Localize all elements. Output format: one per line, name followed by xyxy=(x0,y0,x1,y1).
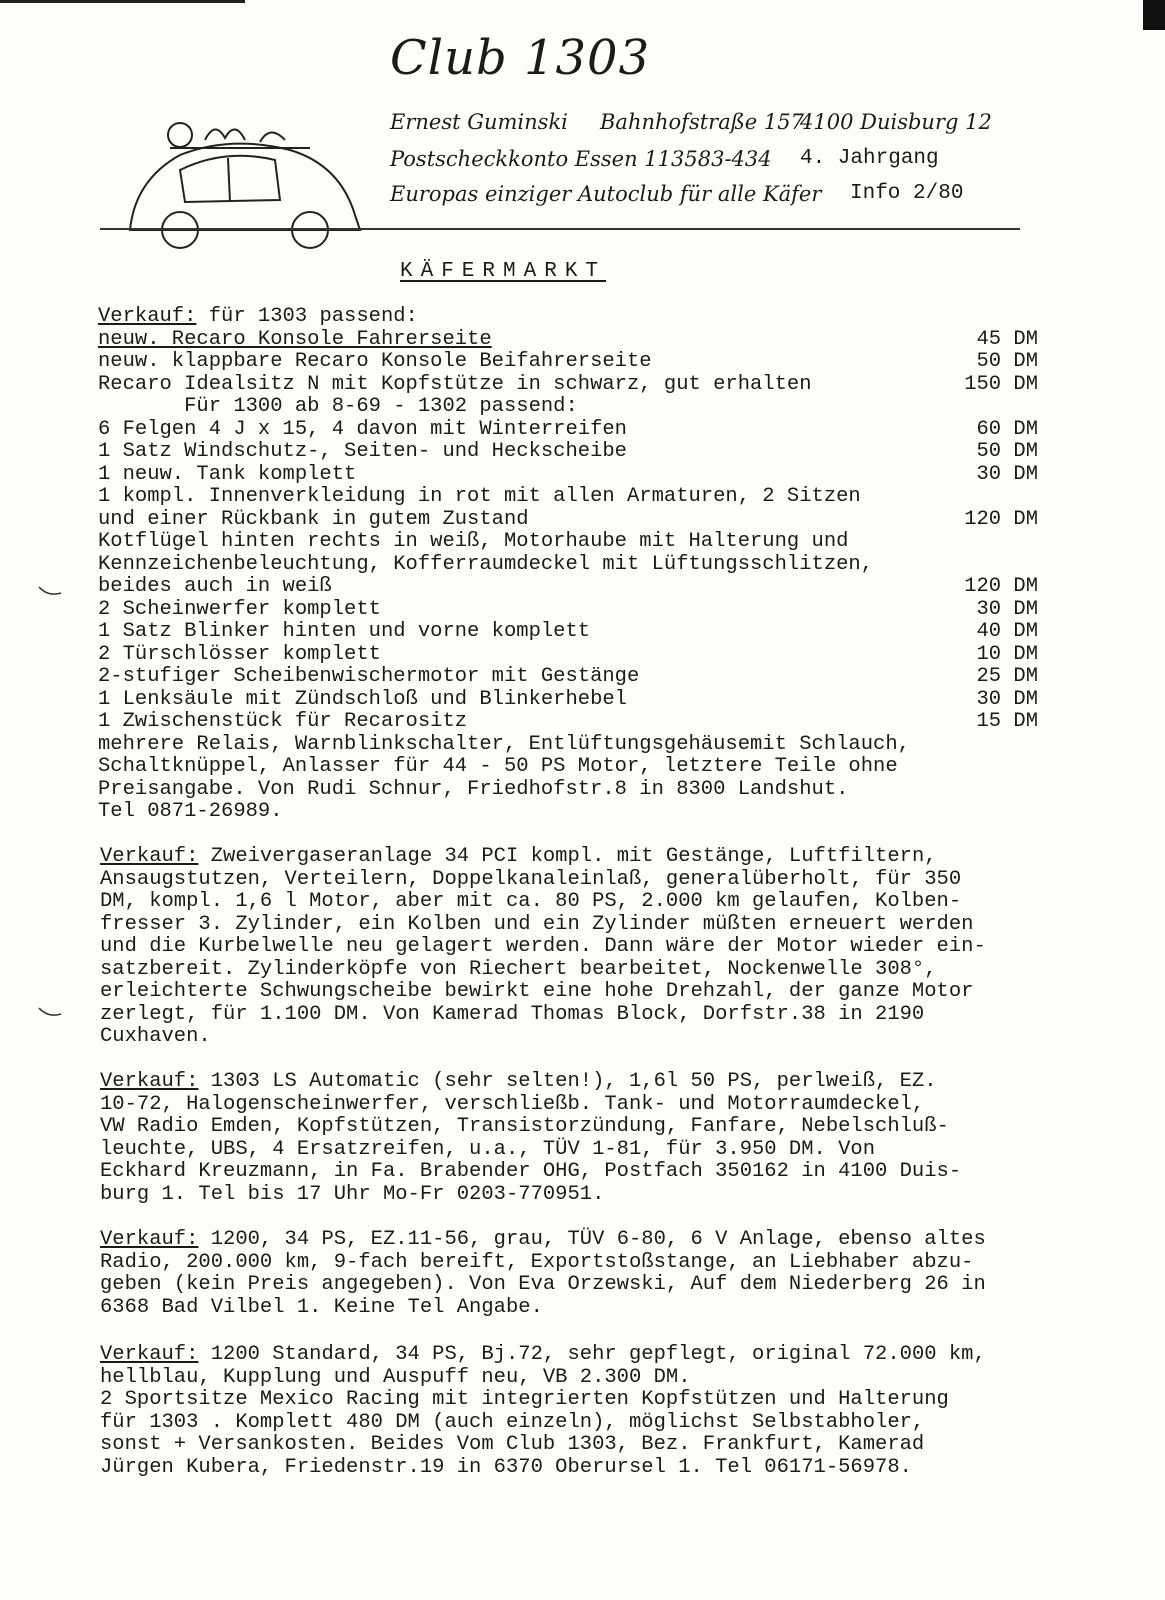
item-price: 25 DM xyxy=(976,665,1038,688)
slogan-line xyxy=(390,182,964,208)
ad-line: Verkauf: Zweivergaseranlage 34 PCI kompl. mit Gestänge, Luftfiltern, xyxy=(100,845,937,868)
list-item xyxy=(98,666,1038,689)
item-text: 6 Felgen 4 J x 15, 4 davon mit Winterreifen xyxy=(98,417,627,441)
item-text: 2 Türschlösser komplett xyxy=(98,642,381,666)
editor-name: Ernest Guminski xyxy=(390,110,568,134)
list-item xyxy=(98,351,1038,374)
item-price: 40 DM xyxy=(976,620,1038,643)
item-text: 1 Satz Blinker hinten und vorne komplett xyxy=(98,620,591,643)
item-text: 1 kompl. Innenverkleidung in rot mit allen Armaturen, 2 Sitzen xyxy=(98,485,861,508)
item-price: 15 DM xyxy=(976,710,1038,733)
list-item xyxy=(98,621,1038,644)
item-text: Schaltknüppel, Anlasser für 44 - 50 PS Motor, letztere Teile ohne xyxy=(98,755,898,778)
list-item xyxy=(98,576,1038,599)
item-text: 2-stufiger Scheibenwischermotor mit Gestänge xyxy=(98,665,640,688)
item-text: und einer Rückbank in gutem Zustand xyxy=(98,507,529,531)
ad-paragraph xyxy=(100,846,1100,1049)
ad-line: für 1303 . Komplett 480 DM (auch einzeln), möglichst Selbstabholer, xyxy=(100,1410,925,1434)
margin-mark xyxy=(38,1005,62,1019)
ad-label: Verkauf: xyxy=(100,1070,199,1093)
item-price: 30 DM xyxy=(976,597,1038,621)
ad-line: VW Radio Emden, Kopfstützen, Transistorzündung, Fanfare, Nebelschluß- xyxy=(100,1115,949,1138)
item-text: 2 Scheinwerfer komplett xyxy=(98,597,381,621)
item-text: Kotflügel hinten rechts in weiß, Motorhaube mit Halterung und xyxy=(98,530,849,553)
ad-paragraph xyxy=(100,1071,1100,1206)
list-item xyxy=(98,756,1038,779)
scan-edge-right xyxy=(1143,0,1165,30)
ad-line: Radio, 200.000 km, 9-fach bereift, Exportstoßstange, an Liebhaber abzu- xyxy=(100,1250,974,1274)
ad-line: sonst + Versankosten. Beides Vom Club 1303, Bez. Frankfurt, Kamerad xyxy=(100,1433,925,1456)
item-price: 10 DM xyxy=(976,642,1038,666)
ad-line: erleichterte Schwungscheibe bewirkt eine hohe Drehzahl, der ganze Motor xyxy=(100,980,974,1003)
ad-line: fresser 3. Zylinder, ein Kolben und ein Zylinder müßten erneuert werden xyxy=(100,912,974,936)
list-item xyxy=(98,711,1038,734)
item-text: 1 neuw. Tank komplett xyxy=(98,462,357,486)
item-text: neuw. Recaro Konsole Fahrerseite xyxy=(98,327,492,351)
scan-edge-top xyxy=(0,0,245,3)
item-text: 1 Lenksäule mit Zündschloß und Blinkerhebel xyxy=(98,687,627,711)
ad-paragraph xyxy=(100,1229,1100,1319)
list-item xyxy=(98,801,1038,824)
list-item xyxy=(98,509,1038,532)
list-item xyxy=(98,464,1038,487)
club-title: Club 1303 xyxy=(390,30,651,86)
list-item xyxy=(98,486,1038,509)
ad-line: burg 1. Tel bis 17 Uhr Mo-Fr 0203-770951. xyxy=(100,1182,605,1206)
list-item xyxy=(98,396,1038,419)
item-text: Für 1300 ab 8-69 - 1302 passend: xyxy=(98,395,578,418)
item-text: Verkauf: für 1303 passend: xyxy=(98,305,418,328)
list-item xyxy=(98,531,1038,554)
list-item xyxy=(98,599,1038,622)
issue-number: Info 2/80 xyxy=(850,182,964,205)
header-rule xyxy=(100,228,1020,230)
item-text: beides auch in weiß xyxy=(98,575,332,598)
item-text: Kennzeichenbeleuchtung, Kofferraumdeckel mit Lüftungsschlitzen, xyxy=(98,552,874,576)
address-line xyxy=(390,110,992,136)
ad-line: DM, kompl. 1,6 l Motor, aber mit ca. 80 PS, 2.000 km gelaufen, Kolben- xyxy=(100,890,962,913)
margin-mark xyxy=(38,584,62,598)
list-item xyxy=(98,306,1038,329)
ad-line: satzbereit. Zylinderköpfe von Riechert bearbeitet, Nockenwelle 308°, xyxy=(100,957,937,981)
account: Postscheckkonto Essen 113583-434 xyxy=(390,147,772,171)
item-text: mehrere Relais, Warnblinkschalter, Entlüftungsgehäusemit Schlauch, xyxy=(98,732,910,756)
list-item xyxy=(98,554,1038,577)
item-price: 50 DM xyxy=(976,350,1038,373)
ad-line: Ansaugstutzen, Verteilern, Doppelkanaleinlaß, generalüberholt, für 350 xyxy=(100,867,962,891)
item-text: Preisangabe. Von Rudi Schnur, Friedhofstr.8 in 8300 Landshut. xyxy=(98,777,849,801)
item-price: 30 DM xyxy=(976,462,1038,486)
item-text: 1 Zwischenstück für Recarositz xyxy=(98,710,468,733)
ad-label: Verkauf: xyxy=(100,845,199,868)
page-heading: KÄFERMARKT xyxy=(400,260,607,283)
list-item xyxy=(98,419,1038,442)
street: Bahnhofstraße 157 xyxy=(600,110,804,134)
item-text: 1 Satz Windschutz-, Seiten- und Heckscheibe xyxy=(98,440,627,463)
item-price: 50 DM xyxy=(976,440,1038,463)
ad-line: Jürgen Kubera, Friedenstr.19 in 6370 Oberursel 1. Tel 06171-56978. xyxy=(100,1455,912,1479)
item-price: 120 DM xyxy=(964,507,1038,531)
list-item xyxy=(98,689,1038,712)
item-price: 60 DM xyxy=(976,417,1038,441)
slogan: Europas einziger Autoclub für alle Käfer xyxy=(390,182,822,206)
list-item xyxy=(98,734,1038,757)
parts-price-list xyxy=(98,306,1038,824)
volume-year: 4. Jahrgang xyxy=(800,147,939,170)
ad-label: Verkauf: xyxy=(100,1343,199,1366)
ad-paragraph xyxy=(100,1344,1100,1479)
item-price: 150 DM xyxy=(964,372,1038,396)
ad-line: und die Kurbelwelle neu gelagert werden. Dann wäre der Motor wieder ein- xyxy=(100,935,986,958)
list-item xyxy=(98,779,1038,802)
city: 4100 Duisburg 12 xyxy=(800,110,992,134)
item-text: Recaro Idealsitz N mit Kopfstütze in schwarz, gut erhalten xyxy=(98,372,812,396)
ad-line: leuchte, UBS, 4 Ersatzreifen, u.a., TÜV 1-81, für 3.950 DM. Von xyxy=(100,1137,876,1161)
ad-line: Cuxhaven. xyxy=(100,1025,211,1048)
ad-line: geben (kein Preis angegeben). Von Eva Orzewski, Auf dem Niederberg 26 in xyxy=(100,1273,986,1296)
ad-line: 2 Sportsitze Mexico Racing mit integrierten Kopfstützen und Halterung xyxy=(100,1388,949,1411)
ad-label: Verkauf: xyxy=(100,1228,199,1251)
item-price: 45 DM xyxy=(976,327,1038,351)
ad-line: Verkauf: 1200 Standard, 34 PS, Bj.72, sehr gepflegt, original 72.000 km, xyxy=(100,1343,986,1366)
list-item xyxy=(98,329,1038,352)
item-text: neuw. klappbare Recaro Konsole Beifahrerseite xyxy=(98,350,652,373)
list-item xyxy=(98,441,1038,464)
ad-line: 10-72, Halogenscheinwerfer, verschließb. Tank- und Motorraumdeckel, xyxy=(100,1092,925,1116)
item-price: 30 DM xyxy=(976,687,1038,711)
ad-line: 6368 Bad Vilbel 1. Keine Tel Angabe. xyxy=(100,1295,543,1319)
item-price: 120 DM xyxy=(964,575,1038,598)
ad-line: Verkauf: 1303 LS Automatic (sehr selten!), 1,6l 50 PS, perlweiß, EZ. xyxy=(100,1070,937,1093)
account-line xyxy=(390,147,939,173)
list-item xyxy=(98,374,1038,397)
ad-line: Eckhard Kreuzmann, in Fa. Brabender OHG, Postfach 350162 in 4100 Duis- xyxy=(100,1160,962,1183)
letterhead xyxy=(100,20,1020,235)
ad-line: zerlegt, für 1.100 DM. Von Kamerad Thomas Block, Dorfstr.38 in 2190 xyxy=(100,1002,925,1026)
ad-line: hellblau, Kupplung und Auspuff neu, VB 2.300 DM. xyxy=(100,1365,691,1389)
ad-line: Verkauf: 1200, 34 PS, EZ.11-56, grau, TÜV 6-80, 6 V Anlage, ebenso altes xyxy=(100,1228,986,1251)
item-text: Tel 0871-26989. xyxy=(98,800,283,823)
list-item xyxy=(98,644,1038,667)
